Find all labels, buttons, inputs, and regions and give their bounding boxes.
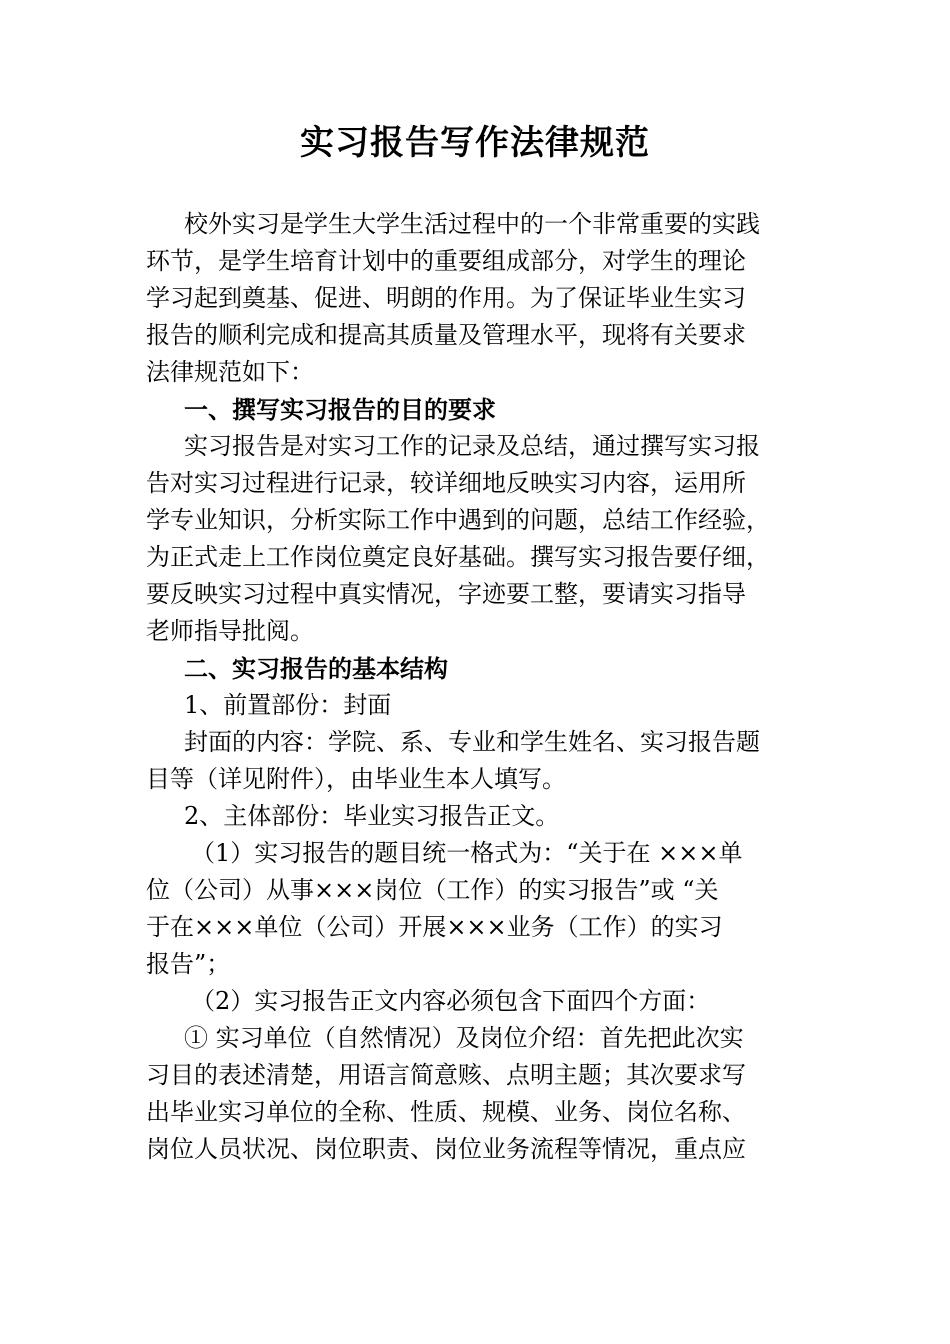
paragraph-line: 报告的顺利完成和提高其质量及管理水平，现将有关要求 bbox=[146, 321, 746, 349]
paragraph-line: 要反映实习过程中真实情况，字迹要工整，要请实习指导 bbox=[146, 580, 746, 608]
paragraph-line: 于在×××单位（公司）开展×××业务（工作）的实习 bbox=[146, 913, 723, 941]
subsection-line: 2、主体部份：毕业实习报告正文。 bbox=[184, 802, 560, 830]
section-heading: 二、实习报告的基本结构 bbox=[184, 654, 448, 683]
paragraph-line: 习目的表述清楚，用语言简意赅、点明主题；其次要求写 bbox=[146, 1061, 746, 1089]
paragraph-line: 岗位人员状况、岗位职责、岗位业务流程等情况，重点应 bbox=[146, 1135, 746, 1163]
paragraph-line: （2）实习报告正文内容必须包含下面四个方面： bbox=[191, 987, 711, 1015]
paragraph-line: 老师指导批阅。 bbox=[146, 617, 314, 645]
paragraph-line: 封面的内容：学院、系、专业和学生姓名、实习报告题 bbox=[184, 728, 760, 756]
paragraph-line: 法律规范如下： bbox=[146, 358, 314, 386]
paragraph-line: 目等（详见附件），由毕业生本人填写。 bbox=[146, 765, 566, 793]
paragraph-line: 校外实习是学生大学生活过程中的一个非常重要的实践 bbox=[184, 210, 760, 238]
section-heading: 一、撰写实习报告的目的要求 bbox=[184, 395, 496, 424]
paragraph-line: 学专业知识，分析实际工作中遇到的问题，总结工作经验， bbox=[146, 506, 770, 534]
document-title: 实习报告写作法律规范 bbox=[300, 123, 650, 163]
paragraph-line: （1）实习报告的题目统一格式为：“关于在 ×××单 bbox=[191, 839, 743, 867]
paragraph-line: 位（公司）从事×××岗位（工作）的实习报告”或 “关 bbox=[146, 876, 719, 904]
paragraph-line: 告对实习过程进行记录，较详细地反映实习内容，运用所 bbox=[146, 469, 746, 497]
paragraph-line: ① 实习单位（自然情况）及岗位介绍：首先把此次实 bbox=[184, 1024, 744, 1052]
paragraph-line: 环节，是学生培育计划中的重要组成部分，对学生的理论 bbox=[146, 247, 746, 275]
paragraph-line: 实习报告是对实习工作的记录及总结，通过撰写实习报 bbox=[184, 432, 760, 460]
paragraph-line: 报告”； bbox=[146, 950, 231, 978]
subsection-line: 1、前置部份：封面 bbox=[184, 691, 392, 719]
document-body bbox=[146, 206, 816, 1168]
paragraph-line: 为正式走上工作岗位奠定良好基础。撰写实习报告要仔细， bbox=[146, 543, 770, 571]
paragraph-line: 出毕业实习单位的全称、性质、规模、业务、岗位名称、 bbox=[146, 1098, 746, 1126]
paragraph-line: 学习起到奠基、促进、明朗的作用。为了保证毕业生实习 bbox=[146, 284, 746, 312]
